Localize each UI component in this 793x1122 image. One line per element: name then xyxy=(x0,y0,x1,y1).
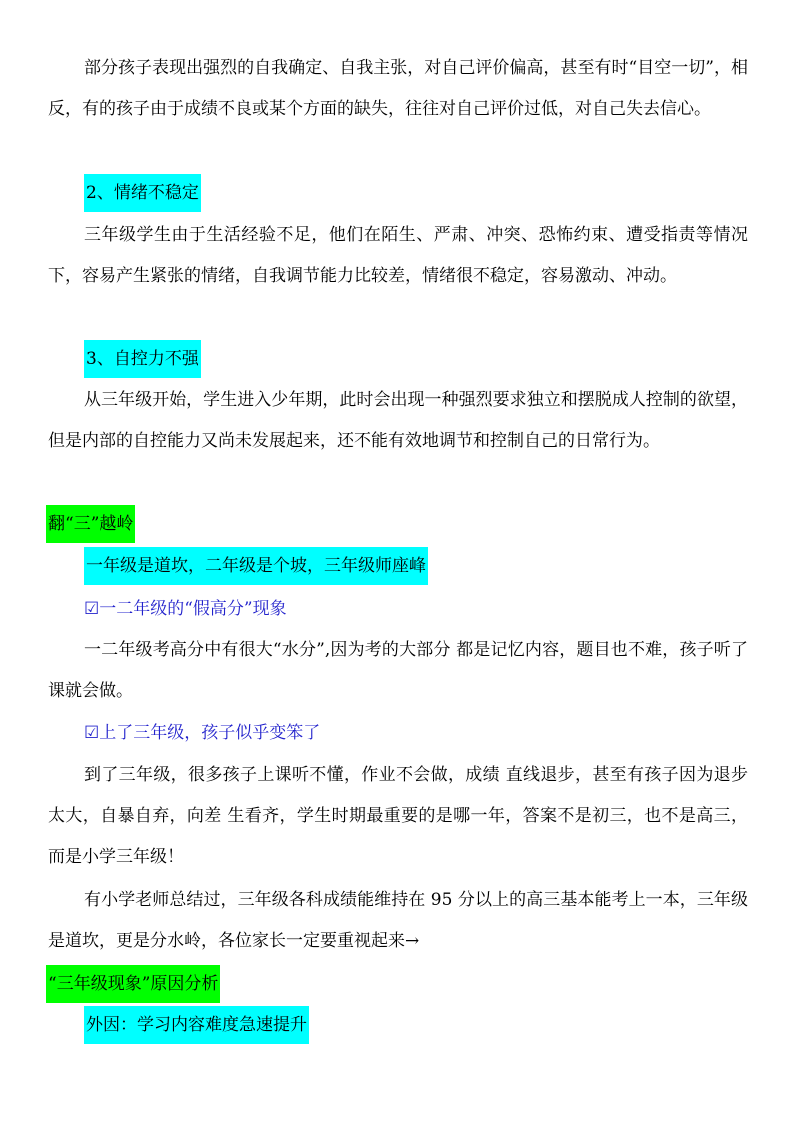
checkbox-item-fake-high-score: ☑一二年级的“假高分”现象 xyxy=(84,599,287,619)
subheading-grade-metaphor: 一年级是道坎，二年级是个坡，三年级师座峰 xyxy=(84,547,428,585)
heading-self-control: 3、自控力不强 xyxy=(84,340,201,378)
section-heading-cause-analysis: “三年级现象”原因分析 xyxy=(46,965,220,1003)
paragraph-grade-three-decline: 到了三年级，很多孩子上课听不懂，作业不会做，成绩 直线退步，甚至有孩子因为退步太大，自暴自弃，向差 生看齐，学生时期最重要的是哪一年，答案不是初三，也不是高三，而是小学三年级！ xyxy=(48,765,748,867)
paragraph-self-control: 从三年级开始，学生进入少年期，此时会出现一种强烈要求独立和摆脱成人控制的欲望，但是内部的自控能力又尚未发展起来，还不能有效地调节和控制自己的日常行为。 xyxy=(48,390,748,451)
checkbox-item-grade-three-dull: ☑上了三年级，孩子似乎变笨了 xyxy=(84,723,321,743)
paragraph-teacher-summary: 有小学老师总结过，三年级各科成绩能维持在 95 分以上的高三基本能考上一本，三年级是道坎，更是分水岭，各位家长一定要重视起来→ xyxy=(48,890,748,951)
paragraph-self-evaluation: 部分孩子表现出强烈的自我确定、自我主张，对自己评价偏高，甚至有时“目空一切”，相反，有的孩子由于成绩不良或某个方面的缺失，往往对自己评价过低，对自己失去信心。 xyxy=(48,58,748,119)
section-heading-cross-three: 翻“三”越岭 xyxy=(46,505,135,543)
heading-emotion-unstable: 2、情绪不稳定 xyxy=(84,174,201,212)
paragraph-fake-high-score: 一二年级考高分中有很大“水分”,因为考的大部分 都是记忆内容，题目也不难，孩子听了课就会做。 xyxy=(48,640,748,701)
paragraph-emotion: 三年级学生由于生活经验不足，他们在陌生、严肃、冲突、恐怖约束、遭受指责等情况下，容易产生紧张的情绪，自我调节能力比较差，情绪很不稳定，容易激动、冲动。 xyxy=(48,225,748,286)
subheading-external-cause: 外因：学习内容难度急速提升 xyxy=(84,1006,309,1044)
